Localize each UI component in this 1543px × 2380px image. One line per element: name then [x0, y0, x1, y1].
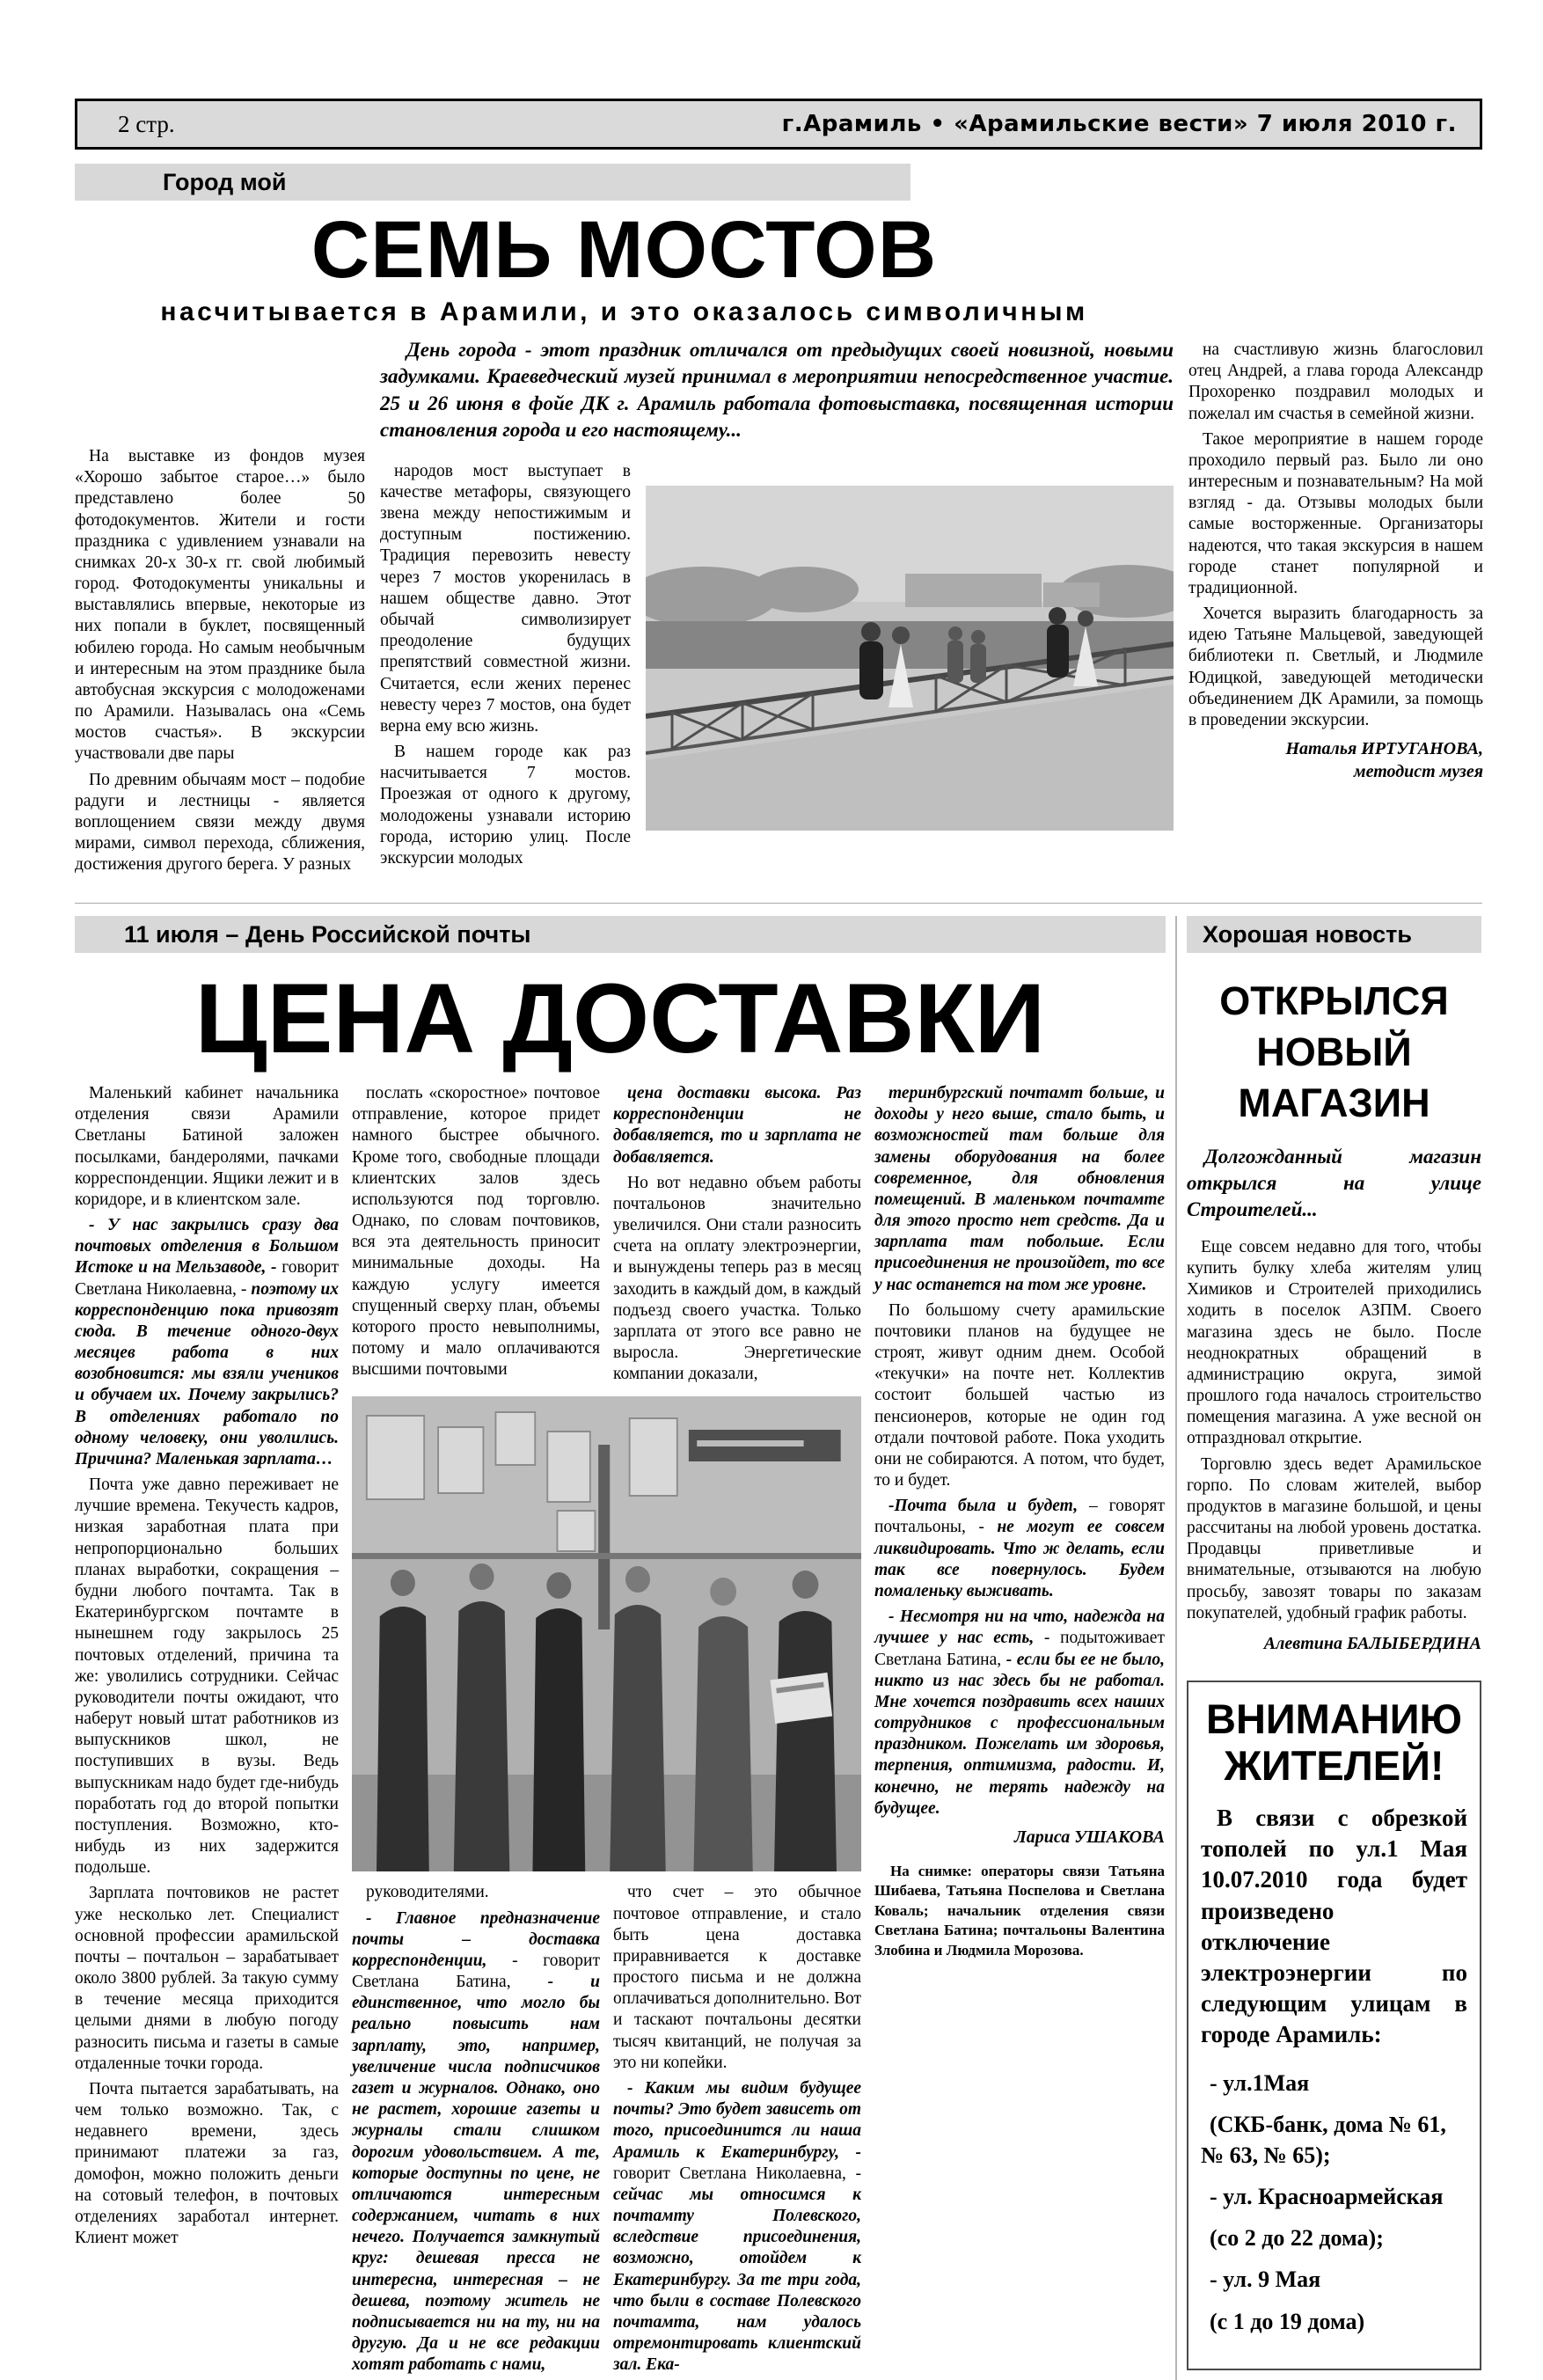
text-segment: День города - этот праздник отличался от предыдущих своей новизной, новыми задумками. Краеведческий музей принимал в мероприятии непосредственное участие. 25 и 26 июня в фойе ДК г. Арамиль работала фотовыставка, посвященная истории становления города и его настоящему... [380, 339, 1174, 442]
text-segment: послать «скоростное» почтовое отправление, которое придет намного быстрее обычного. Кроме того, свободные площади клиентских залов здесь используются под торговлю. Однако, по словам почтовиков, вся эта деятельность приносит минимальные доходы. На каждую услугу имеется спущенный сверху план, объемы которого просто невыполнимы, потому и мало оплачиваются высшими почтовыми [352, 1084, 600, 1380]
text-segment: В связи с обрезкой тополей по ул.1 Мая 10.07.2010 года будет произведено отключение электроэнергии по следующим улицам в городе Арамиль: [1201, 1805, 1467, 2047]
paragraph [613, 2078, 861, 2376]
text-segment: (СКБ-банк, дома № 61, № 63, № 65); [1201, 2112, 1446, 2169]
paragraph [613, 1083, 861, 1168]
paragraph [1187, 1237, 1481, 1450]
paragraph [75, 1883, 339, 2075]
text-segment: (с 1 до 19 дома) [1210, 2308, 1365, 2334]
text-segment: Торговлю здесь ведет Арамильское горпо. По словам жителей, выбор продуктов в магазине большой, и цены рассчитаны на любой уровень достатка. Продавцы приветливые и внимательные, отзываются на любую просьбу, завозят товары по заказам покупателей, удобный график работы. [1187, 1454, 1481, 1622]
article-column-1 [75, 337, 365, 880]
text-segment: В нашем городе как раз насчитывается 7 мостов. Проезжая от одного к другому, молодожены узнавали историю города, историю улиц. После экскурсии молодых [380, 743, 631, 868]
article-delivery-price [75, 916, 1166, 2380]
section-label-good-news [1187, 916, 1481, 953]
paragraph [1201, 2109, 1467, 2171]
notice-title: ВНИМАНИЮ ЖИТЕЛЕЙ! [1206, 1695, 1462, 1789]
headline: СЕМЬ МОСТОВ [311, 205, 938, 295]
text-segment: - подытоживает Светлана Батина, [874, 1629, 1165, 1669]
article-column-2-bottom [352, 1882, 600, 2380]
paragraph [75, 1215, 339, 1470]
text-segment: - и единственное, что могло бы реально повысить нам зарплату, это, например, увеличение числа подписчиков газет и журналов. Однако, оно не растет, хорошие газеты и журналы стали слишком дорогим удовольствием. А те, которые доступны по цене, не отличаются интересным содержанием, читать в них нечего. Получается замкнутый круг: дешевая пресса не интересна, интересная – не дешева, поэтому житель не подписывается ни на ту, ни на другую. Да и не все редакции хотят работать с нами, [352, 1973, 601, 2375]
photo-caption [874, 1862, 1165, 1960]
column-text [874, 1083, 1165, 1820]
text-segment: цена доставки высока. Раз корреспонденции не добавляется, то и зарплата не добавляется. [613, 1084, 861, 1167]
text-segment: на счастливую жизнь благословил отец Андрей, а глава города Александр Прохоренко поздравил молодых и пожелал им счастья в семейной жизни. [1188, 341, 1483, 423]
paragraph [1201, 2264, 1467, 2295]
paragraph [1187, 1633, 1481, 1654]
text-segment: руководителями. [366, 1883, 489, 1902]
text-segment: - ул.1Мая [1210, 2069, 1310, 2096]
byline-balyberdina [1187, 1633, 1481, 1654]
text-segment: На снимке: операторы связи Татьяна Шибаева, Татьяна Поспелова и Светлана Коваль; начальник отделения связи Светлана Батина; почтальоны Валентина Злобина и Людмила Морозова. [874, 1862, 1165, 1959]
text-segment: Долгожданный магазин открылся на улице Строителей... [1187, 1146, 1481, 1220]
article-body [75, 1083, 1166, 2380]
text-segment: Лариса УШАКОВА [1014, 1827, 1165, 1847]
section-divider [75, 903, 1482, 904]
article-column-2-top [352, 1083, 600, 1389]
text-segment: что счет – это обычное почтовое отправление, и стало быть цена доставка приравнивается к доставке простого письма и не должна оплачиваться дополнительно. Вот и таскают почтальоны десятки тысяч квитанций, не получая за это ни копейки. [613, 1883, 862, 2072]
article-seven-bridges [75, 204, 1482, 880]
text-segment: Еще совсем недавно для того, чтобы купить булку хлеба жителям улиц Химиков и Строителей приходились ходить в поселок АЗПМ. Своего магазина здесь не было. После неоднократных обращений в администрацию округа, зимой прошлого года началось строительство помещения магазина. А уже весной он отпраздновал открытие. [1187, 1237, 1481, 1448]
section-label-text: 11 июля – День Российской почты [124, 920, 531, 948]
text-segment: Почта уже давно переживает не лучшие времена. Текучесть кадров, низкая заработная плата при непропорционально больших планах выработки, сокращения – будни любого почтамта. Так в Екатеринбургском почтамте в нынешнем году закрылось 25 почтовых отделений, причина та же: уволились сотрудники. Сейчас руководители почты ожидают, что наберут новый штат работников из выпускников школ, не поступивших в вузы. Ведь выпускникам надо будет где-нибудь поработать год до второй попытки поступления. Возможно, кто-нибудь из них задержится подольше. [75, 1476, 339, 1878]
byline-irtuganova [1188, 738, 1483, 782]
text-segment: Такое мероприятие в нашем городе проходило первый раз. Было ли оно интересным и познавательным? На мой взгляд - да. Отзывы молодых были самые восторженные. Организаторы надеются, что такая экскурсия в нашем городе станет популярной и традиционной. [1188, 429, 1483, 597]
paragraph [1188, 429, 1483, 599]
text-segment: Алевтина БАЛЫБЕРДИНА [1263, 1633, 1481, 1653]
notice-box [1187, 1681, 1481, 2370]
text-segment: Почта пытается зарабатывать, на чем только возможно. Так, с недавнего времени, здесь принимают платежи за газ, домофон, можно положить деньги на сотовый телефон, в почтовых отделениях заработал интернет. Клиент может [75, 2079, 339, 2248]
paragraph [1188, 604, 1483, 731]
paragraph [1188, 340, 1483, 425]
newspaper-page [75, 99, 1482, 2380]
paragraph [352, 1882, 600, 1903]
paragraph [75, 446, 365, 765]
notice-street-list [1201, 2068, 1467, 2337]
text-segment: Но вот недавно объем работы почтальонов значительно увеличился. Они стали разносить счета на оплату электроэнергии, и вынуждены теперь раз в месяц заходить в каждый дом, в каждый подъезд своего участка. Только зарплата от этого все равно не выросла. Энергетические компании доказали, [613, 1173, 861, 1384]
column-divider [1175, 916, 1177, 2380]
sidebar-body [1187, 1237, 1481, 1624]
paragraph [1187, 1144, 1481, 1223]
section-label-text: Город мой [163, 168, 287, 195]
paragraph [75, 2079, 339, 2249]
text-segment: - Главное предназначение почты – доставка корреспонденции, [352, 1908, 600, 1970]
text-segment: - Несмотря ни на что, надежда на лучшее у нас есть, [874, 1607, 1165, 1648]
paragraph [874, 1827, 1165, 1848]
sidebar-good-news [1187, 916, 1481, 2380]
subheadline: насчитывается в Арамили, и это оказалось символичным [160, 297, 1088, 326]
column-text [1188, 340, 1483, 731]
text-segment: По большому счету арамильские почтовики планов на будущее не строят, живут одним днем. Особой «текучки» на почте нет. Коллектив состоит большей частью из пенсионеров, которые не один год отдали почтовой работе. Пока уходить они не собираются. А потом, что будет, то и будет. [874, 1300, 1165, 1490]
paragraph [380, 337, 1174, 443]
paragraph [75, 1083, 339, 1211]
section-label-post-day [75, 916, 1166, 953]
section-label-text: Хорошая новость [1203, 920, 1412, 948]
paragraph [1201, 1803, 1467, 2050]
paragraph [75, 1475, 339, 1878]
article-column-3 [1188, 204, 1483, 880]
paragraph [352, 1083, 600, 1380]
paragraph [1188, 738, 1483, 759]
wedding-bridge-photo [646, 486, 1174, 831]
text-segment: -Почта была и будет, [889, 1497, 1090, 1516]
article-column-4 [874, 1083, 1165, 2380]
paragraph [874, 1496, 1165, 1602]
text-segment: говорит Светлана Николаевна, - [75, 1258, 339, 1299]
text-segment: - говорит Светлана Батина, [352, 1951, 600, 1992]
article-header [75, 204, 1174, 337]
text-segment: По древним обычаям мост – подобие радуги и лестницы - является воплощением связи между двумя мирами, символ перехода, сближения, достижения другого берега. У разных [75, 770, 365, 875]
lead-paragraph [1187, 1144, 1481, 1223]
text-segment: Маленький кабинет начальника отделения связи Арамили Светланы Батиной заложен посылками, бандеролями, пачками корреспонденции. Ящики лежит и в коридоре, и в клиентском зале. [75, 1084, 339, 1209]
paragraph [380, 742, 631, 869]
post-office-staff-photo [352, 1396, 861, 1871]
text-segment: – говорят почтальоны, - [874, 1497, 1165, 1537]
paragraph [874, 1083, 1165, 1296]
bottom-section [75, 916, 1482, 2380]
paragraph [613, 1882, 861, 2074]
paragraph [1188, 761, 1483, 782]
text-segment: Зарплата почтовиков не растет уже несколько лет. Специалист основной профессии арамильской почты – почтальон – зарабатывает около 3800 рублей. За такую сумму в течение месяца приходится целыми днями в любую погоду разносить письма и газеты в самые отдаленные точки города. [75, 1884, 339, 2073]
text-segment: - ул. 9 Мая [1210, 2266, 1321, 2293]
bridge-photo-image [646, 486, 1174, 831]
text-segment: Наталья ИРТУГАНОВА, [1285, 739, 1483, 759]
text-segment: теринбургский почтамт больше, и доходы у него выше, стало быть, и возможностей там больше для замены оборудования на более современное, для обновления помещений. В маленьком почтамте для этого просто нет средств. Да и зарплата там побольше. Если присоединения не произойдет, то все у нас останется на том же уровне. [874, 1084, 1165, 1294]
paragraph [1201, 2068, 1467, 2098]
paragraph [75, 770, 365, 876]
page-number: 2 стр. [118, 110, 175, 137]
article-column-2 [380, 461, 631, 881]
headline: ЦЕНА ДОСТАВКИ [194, 963, 1046, 1074]
paragraph [874, 1607, 1165, 1820]
text-segment: (со 2 до 22 дома); [1210, 2225, 1384, 2252]
text-segment: - У нас закрылись сразу два почтовых отделения в Большом Истоке и на Мельзаводе, - [75, 1216, 339, 1278]
text-segment: поэтому их корреспонденцию пока привозят сюда. В течение одного-двух месяцев работа в них возобновится: мы взяли учеников и обучаем их. Почему закрылись? В отделениях работало по одному человеку, они уволились. Причина? Маленькая зарплата… [75, 1279, 339, 1468]
text-segment: говорит Светлана Николаевна, - [613, 2164, 861, 2183]
article-column-1 [75, 1083, 339, 2380]
paragraph [352, 1908, 600, 2376]
byline-ushakova [874, 1827, 1165, 1848]
notice-body [1201, 1803, 1467, 2050]
article-column-3-top [613, 1083, 861, 1389]
paragraph [380, 461, 631, 737]
paragraph [874, 1862, 1165, 1960]
paragraph [874, 1300, 1165, 1492]
text-segment: - Каким мы видим будущее почты? Это будет зависеть от того, присоединится ли наша Арамиль к Екатеринбургу, - [613, 2078, 861, 2162]
text-segment: народов мост выступает в качестве метафоры, связующего звена между непостижимым и доступным постижению. Традиция перевозить невесту через 7 мостов укоренилась в нашем обществе давно. Этот обычай символизирует преодоление будущих препятствий совместной жизни. Считается, если жених перенес невесту через 7 мостов, она будет верна ему всю жизнь. [380, 461, 631, 736]
text-segment: - ул. Красноармейская [1210, 2184, 1444, 2210]
paragraph [1201, 2223, 1467, 2253]
section-label-city [75, 164, 910, 201]
masthead-bar [75, 99, 1482, 150]
article-column-3-bottom [613, 1882, 861, 2380]
paragraph [613, 1173, 861, 1386]
text-segment: На выставке из фондов музея «Хорошо забытое старое…» было представлено более 50 фотодокументов. Жители и гости праздника с удивлением узнавали на снимках 20-х 30-х гг. свой любимый город. Фотодокументы уникальны и выставлялись впервые, некоторые из них попали в буклет, посвященный юбилею города. Но самым необычным и интересным на этом празднике была автобусная экскурсия с молодоженами по Арамили. Называлась она «Семь мостов счастья». В экскурсии участвовали две пары [75, 447, 365, 764]
masthead-title: г.Арамиль • «Арамильские вести» 7 июля 2010 г. [781, 111, 1457, 137]
text-segment: Хочется выразить благодарность за идею Татьяне Мальцевой, заведующей библиотеки п. Светлый, и Людмиле Юдицкой, заведующей методически объединением ДК Арамили, за помощь в проведении экскурсии. [1188, 604, 1483, 729]
paragraph [1201, 2181, 1467, 2212]
headline: ОТКРЫЛСЯ НОВЫЙ МАГАЗИН [1219, 978, 1449, 1125]
post-office-photo-image [352, 1396, 861, 1871]
text-segment: сейчас мы относимся к почтамту Полевского, вследствие присоединения, возможно, отойдем к Екатеринбургу. За те три года, что были в составе Полевского почтамта, нам удалось отремонтировать клиентский зал. Ека- [613, 2185, 861, 2375]
text-segment: не могут ее совсем ликвидировать. Что ж делать, если так все повернулось. Будем помаленьку выживать. [874, 1518, 1165, 1600]
paragraph [1187, 1454, 1481, 1624]
lead-paragraph [380, 337, 1174, 461]
text-segment: методист музея [1353, 762, 1483, 782]
paragraph [1201, 2306, 1467, 2337]
text-segment: - если бы ее не было, никто из нас здесь бы не работал. Мне хочется поздравить всех наших сотрудников с профессиональным праздником. Пожелать им здоровья, терпения, оптимизма, радости. И, конечно, не терять надежду на будущее. [874, 1650, 1165, 1818]
